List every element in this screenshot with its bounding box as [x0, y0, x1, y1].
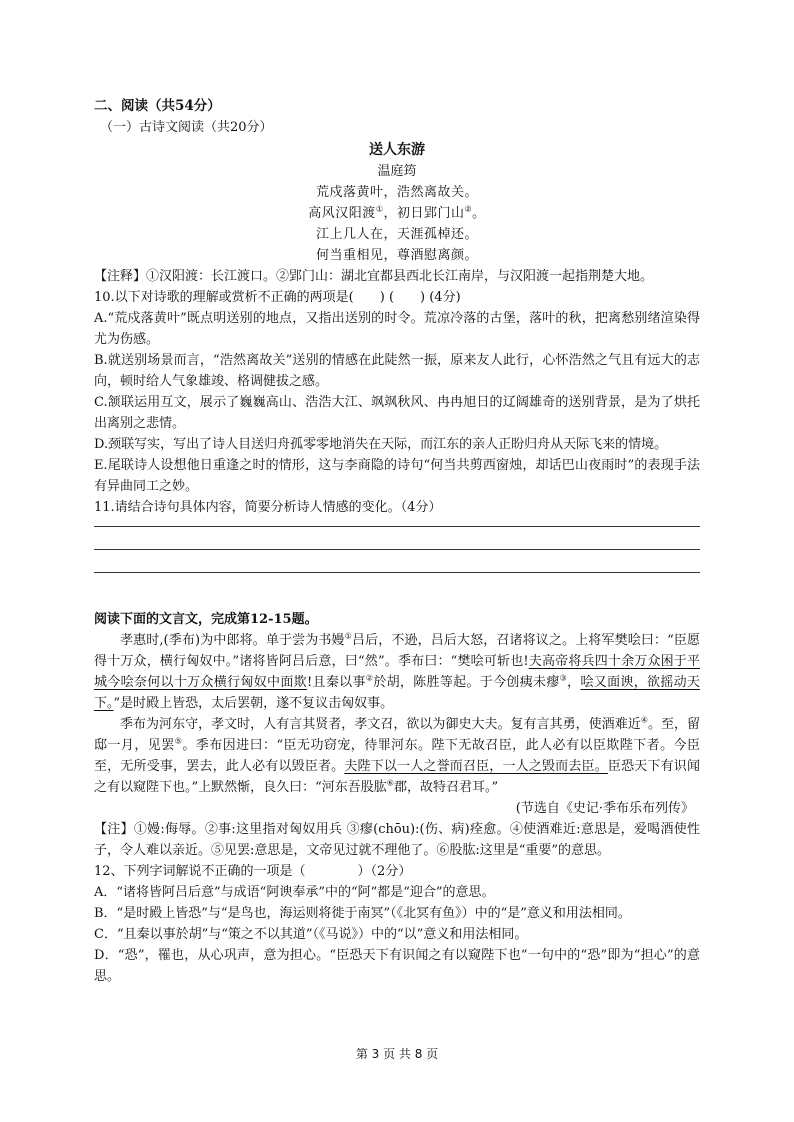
text-run: 吕后，不逊，吕后大怒，召诸将议之。上将军樊哙曰：“臣愿得十万众，横行匈奴中。”诸将皆阿吕后意，曰“然”。季布曰：“樊哙可斩也! [94, 633, 701, 669]
source-citation: (节选自《史记·季布乐布列传》 [515, 801, 694, 816]
footnote-mark: ⑤ [174, 736, 183, 746]
question-10-option-c: C.颔联运用互文，展示了巍巍高山、浩浩大江、飒飒秋风、冉冉旭日的辽阔雄奇的送别背景，是为了烘托出离别之悲情。 [94, 395, 700, 431]
subsection-heading: （一）古诗文阅读（共20分） [100, 120, 273, 135]
poem-author: 温庭筠 [377, 164, 417, 179]
text-run: 孝惠时,(季布)为中郎将。单于尝为书嫚 [120, 633, 345, 648]
question-12-option-b: B．“是时殿上皆恐”与“是鸟也，海运则将徙于南冥”（《北冥有鱼》）中的“是”意义和用法相同。 [94, 906, 631, 921]
poem-line-4: 何当重相见，尊酒慰离颜。 [315, 248, 478, 263]
footnote-mark: ⑥ [386, 778, 394, 788]
footnote-mark: ① [375, 204, 384, 214]
footnote-mark: ④ [640, 715, 648, 725]
answer-line [94, 549, 700, 550]
footnote-mark: ① [344, 631, 352, 641]
poem-note: 【注释】①汉阳渡：长江渡口。②郢门山：湖北宜都县西北长江南岸，与汉阳渡一起指荆楚大地。 [94, 269, 654, 284]
text-run: 季布为河东守，孝文时，人有言其贤者，孝文召，欲以为御史大夫。复有言其勇，使酒难近 [120, 717, 641, 732]
underlined-sentence: 夫陛下以一人之誉而召臣，一人之毁而去臣。 [344, 759, 608, 774]
classical-text-instruction: 阅读下面的文言文，完成第12-15题。 [94, 612, 318, 627]
answer-line [94, 572, 700, 573]
poem-line-1: 荒戍落黄叶，浩然离故关。 [315, 185, 478, 200]
text-run: 。季布因进曰：“臣无功窃宠，待罪河东。陛下无故召臣，此人必有以臣欺陛下者。今臣至，无所受事，罢去，此人必有以毁臣者。 [94, 738, 700, 774]
question-12-stem: 12、下列字词解说不正确的一项是（ ）（2分） [94, 864, 412, 879]
text-run: 臣恐天下有识闻之有以窥陛下也。”上默然惭，良久曰：“河东吾股肱 [94, 759, 700, 795]
poem-title: 送人东游 [369, 142, 425, 158]
footnote-mark: ② [365, 673, 374, 683]
question-12-option-a: A．“诸将皆阿吕后意”与成语“阿谀奉承”中的“阿”都是“迎合”的意思。 [94, 885, 495, 900]
question-10-stem: 10.以下对诗歌的理解或赏析不正确的两项是( ) ( ) (4分) [94, 290, 461, 305]
question-10-option-b: B.就送别场景而言，“浩然离故关”送别的情感在此陡然一振，原来友人此行，心怀浩然之气且有远大的志向，顿时给人气象雄竣、格调健拔之感。 [94, 353, 700, 389]
question-12-option-c: C．“且秦以事於胡”与“策之不以其道”（《马说》）中的“以”意义和用法相同。 [94, 927, 528, 942]
section-heading: 二、阅读（共54分） [94, 98, 221, 114]
poem-line-2-part-c: 。 [472, 206, 486, 221]
underlined-sentence: 夫高帝将兵四十余万众困于平城今哙奈何以十万众横行匈奴中面欺 [94, 654, 700, 690]
text-run: 於胡，陈胜等起。于今创痍未瘳 [373, 675, 560, 690]
text-run: ”是时殿上皆恐，太后罢朝，遂不复议击匈奴事。 [113, 696, 394, 711]
footnote-mark: ③ [559, 673, 568, 683]
text-run: 。至，留邸一月，见罢 [94, 717, 700, 753]
page-content [94, 96, 700, 987]
text-run: ， [567, 675, 581, 690]
page-number: 第 3 页 共 8 页 [355, 1047, 439, 1061]
classical-notes: 【注】①嫚:侮辱。②事:这里指对匈奴用兵 ③瘳(chōu):(伤、病)痊愈。④使酒难近:意思是，爱喝酒使性子，令人难以亲近。⑤见罢:意思是，文帝见过就不理他了。⑥股肱:这里是“重要”的意思。 [94, 822, 700, 858]
question-11-stem: 11.请结合诗句具体内容，简要分析诗人情感的变化。（4分） [94, 500, 442, 515]
question-10-option-d: D.颈联写实，写出了诗人目送归舟孤零零地消失在天际，而江东的亲人正盼归舟从天际飞来的情境。 [94, 437, 668, 452]
question-10-option-a: A.“荒戍落黄叶”既点明送别的地点，又指出送别的时令。荒凉冷落的古堡，落叶的秋，把离愁别绪渲染得尤为伤感。 [94, 311, 700, 347]
poem-line-2-part-a: 高风汉阳渡 [308, 206, 376, 221]
classical-paragraph-1 [94, 630, 700, 714]
poem-line-2 [94, 203, 700, 224]
underlined-sentence: 哙又面谀，欲摇动天下。 [94, 675, 700, 711]
question-12-option-d: D．“恐”，罹也，从心巩声，意为担心。“臣恐天下有识闻之有以窥陛下也”一句中的“恐”即为“担心”的意思。 [94, 948, 700, 984]
answer-area[interactable] [94, 526, 700, 573]
question-10-option-e: E.尾联诗人设想他日重逢之时的情形，这与李商隐的诗句“何当共剪西窗烛，却话巴山夜雨时”的表现手法有异曲同工之妙。 [94, 458, 700, 494]
answer-line [94, 526, 700, 527]
classical-paragraph-2 [94, 714, 700, 798]
text-run: !且秦以事 [307, 675, 366, 690]
text-run: 郡，故特召君耳。” [393, 780, 499, 795]
poem-line-2-part-b: ，初日郢门山 [383, 206, 465, 221]
footnote-mark: ② [464, 204, 473, 214]
poem-line-3: 江上几人在，天涯孤棹还。 [315, 227, 478, 242]
